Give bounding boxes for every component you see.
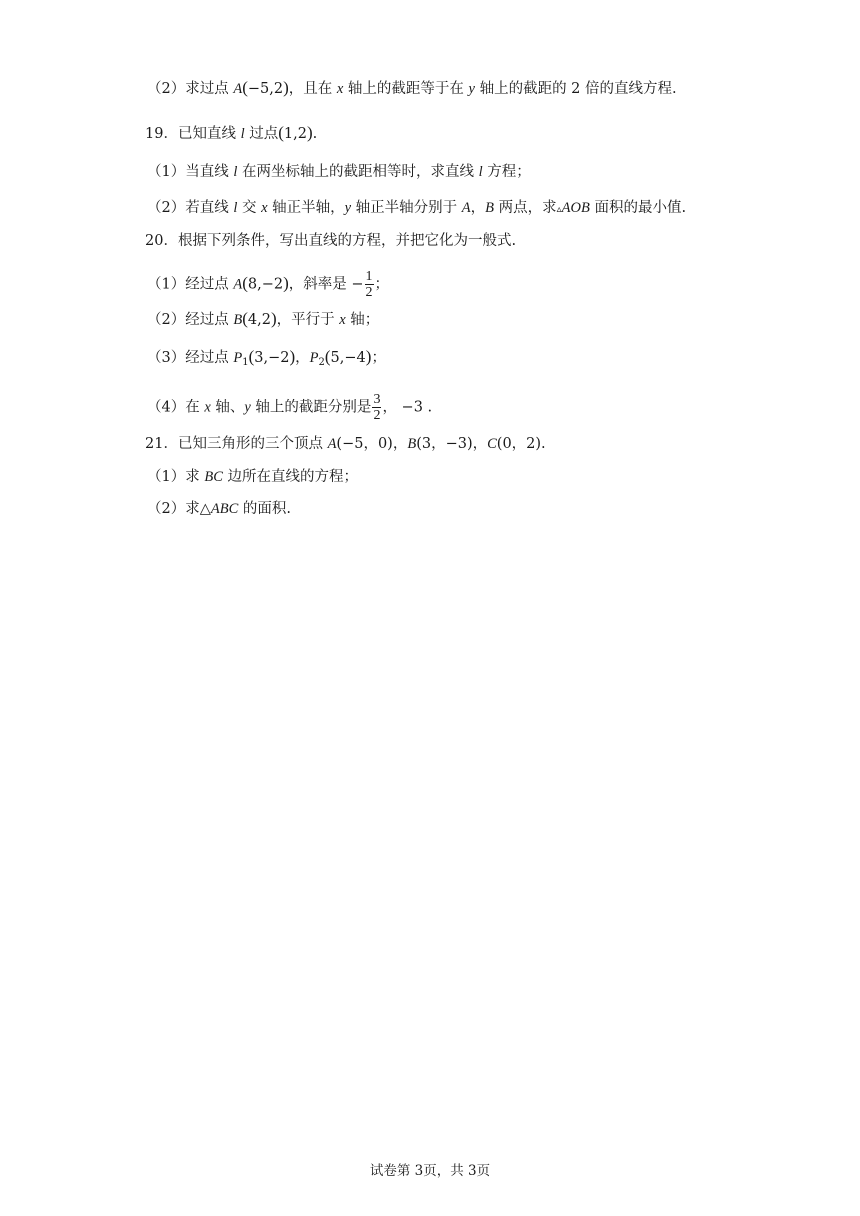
text: 过点 [244,126,279,142]
coords: 1,2 [283,126,307,142]
question-18-part-2 [147,78,677,99]
subscript: 1 [242,357,249,368]
text: (3，−3)， [416,436,488,452]
text: 的面积. [238,501,291,517]
question-19-part-1 [147,162,531,182]
coords: 4,2 [247,312,271,328]
var: C [487,436,497,452]
var: x [204,399,211,416]
text: ， [295,350,310,366]
page-footer: 试卷第 3页，共 3页 [369,1163,491,1179]
paren: ( [278,123,284,142]
point-label: P [309,350,319,366]
point-label: P [233,350,243,366]
point-label: A [233,276,243,293]
text: ， [470,200,486,216]
var: ABC [210,501,239,517]
var: l [478,164,483,180]
denominator: 2 [365,285,373,300]
var: B [485,200,495,216]
paren: ( [248,347,255,366]
text: . [312,126,318,142]
text: 轴正半轴， [267,200,345,216]
text: ； [371,350,386,366]
question-20-part-3 [147,347,386,373]
paren: ( [242,309,248,328]
var: y [344,200,352,216]
text: 在两坐标轴上的截距相等时，求直线 [237,164,479,180]
text: （3）经过点 [147,350,234,366]
var: A [327,436,337,452]
paren: ) [306,123,313,142]
text: 20．根据下列条件，写出直线的方程，并把它化为一般式. [145,233,517,249]
question-20-part-4 [147,392,432,423]
question-20-part-1 [147,269,389,300]
paren: ( [324,347,331,366]
var: l [233,164,238,180]
text: （4）在 [147,399,205,416]
question-19-part-2 [147,198,686,220]
text: 两点，求 [494,200,557,216]
text: 交 [237,200,262,216]
var: B [407,436,417,452]
text: 轴上的截距分别是 [250,399,372,416]
var: x [336,81,344,97]
text: （2）求△ [147,501,211,517]
text: （1）经过点 [147,276,234,293]
text: ，斜率是 − [288,276,364,293]
text: （2）经过点 [147,312,234,328]
text: 19．已知直线 [145,126,241,142]
text: （2）若直线 [147,200,234,216]
paren: ) [283,78,289,97]
coords: −5,2 [247,81,284,97]
text: ， −3 . [382,399,433,416]
text: (0，2). [496,436,546,452]
text: 轴上的截距的 2 倍的直线方程. [474,81,677,97]
paren: ( [242,78,248,97]
point-label: A [233,81,243,97]
numerator: 1 [365,269,373,284]
paren: ) [283,273,289,293]
var: l [240,126,245,142]
text: （1）求 [147,469,205,485]
text: 方程； [482,164,531,180]
fraction [372,392,381,423]
numerator: 3 [373,392,381,407]
text: 边所在直线的方程； [222,469,358,485]
fraction [365,269,374,300]
text: 轴正半轴分别于 [351,200,462,216]
var: x [339,312,346,328]
paren: ) [289,347,296,366]
var: l [233,200,238,216]
var: y [468,81,475,97]
text: （2）求过点 [147,81,234,97]
paren: ( [242,273,248,293]
question-19 [145,123,317,144]
question-21-part-1 [147,467,358,487]
coords: 5,−4 [330,350,366,366]
denominator: 2 [373,408,381,423]
question-20 [145,231,516,251]
point-label: B [233,312,243,328]
text: 21．已知三角形的三个顶点 [145,436,328,452]
text: (−5，0)， [336,436,408,452]
text: 轴、 [210,399,245,416]
paren: ) [365,347,372,366]
subscript: 2 [318,357,325,368]
question-21 [145,434,546,454]
var: A [461,200,471,216]
var: x [261,200,268,216]
triangle-symbol: ▵ [556,204,562,215]
text: 轴； [345,312,380,328]
text: 轴上的截距等于在 [343,81,469,97]
question-20-part-2 [147,309,379,330]
var: y [244,399,251,416]
text: ； [374,276,390,293]
question-21-part-2 [147,499,291,519]
coords: 3,−2 [254,350,290,366]
text: ，平行于 [276,312,340,328]
text: （1）当直线 [147,164,234,180]
var: AOB [561,200,590,216]
paren: ) [270,309,277,328]
coords: 8,−2 [247,276,284,293]
var: BC [204,469,223,485]
text: ，且在 [288,81,337,97]
text: 面积的最小值. [589,200,687,216]
